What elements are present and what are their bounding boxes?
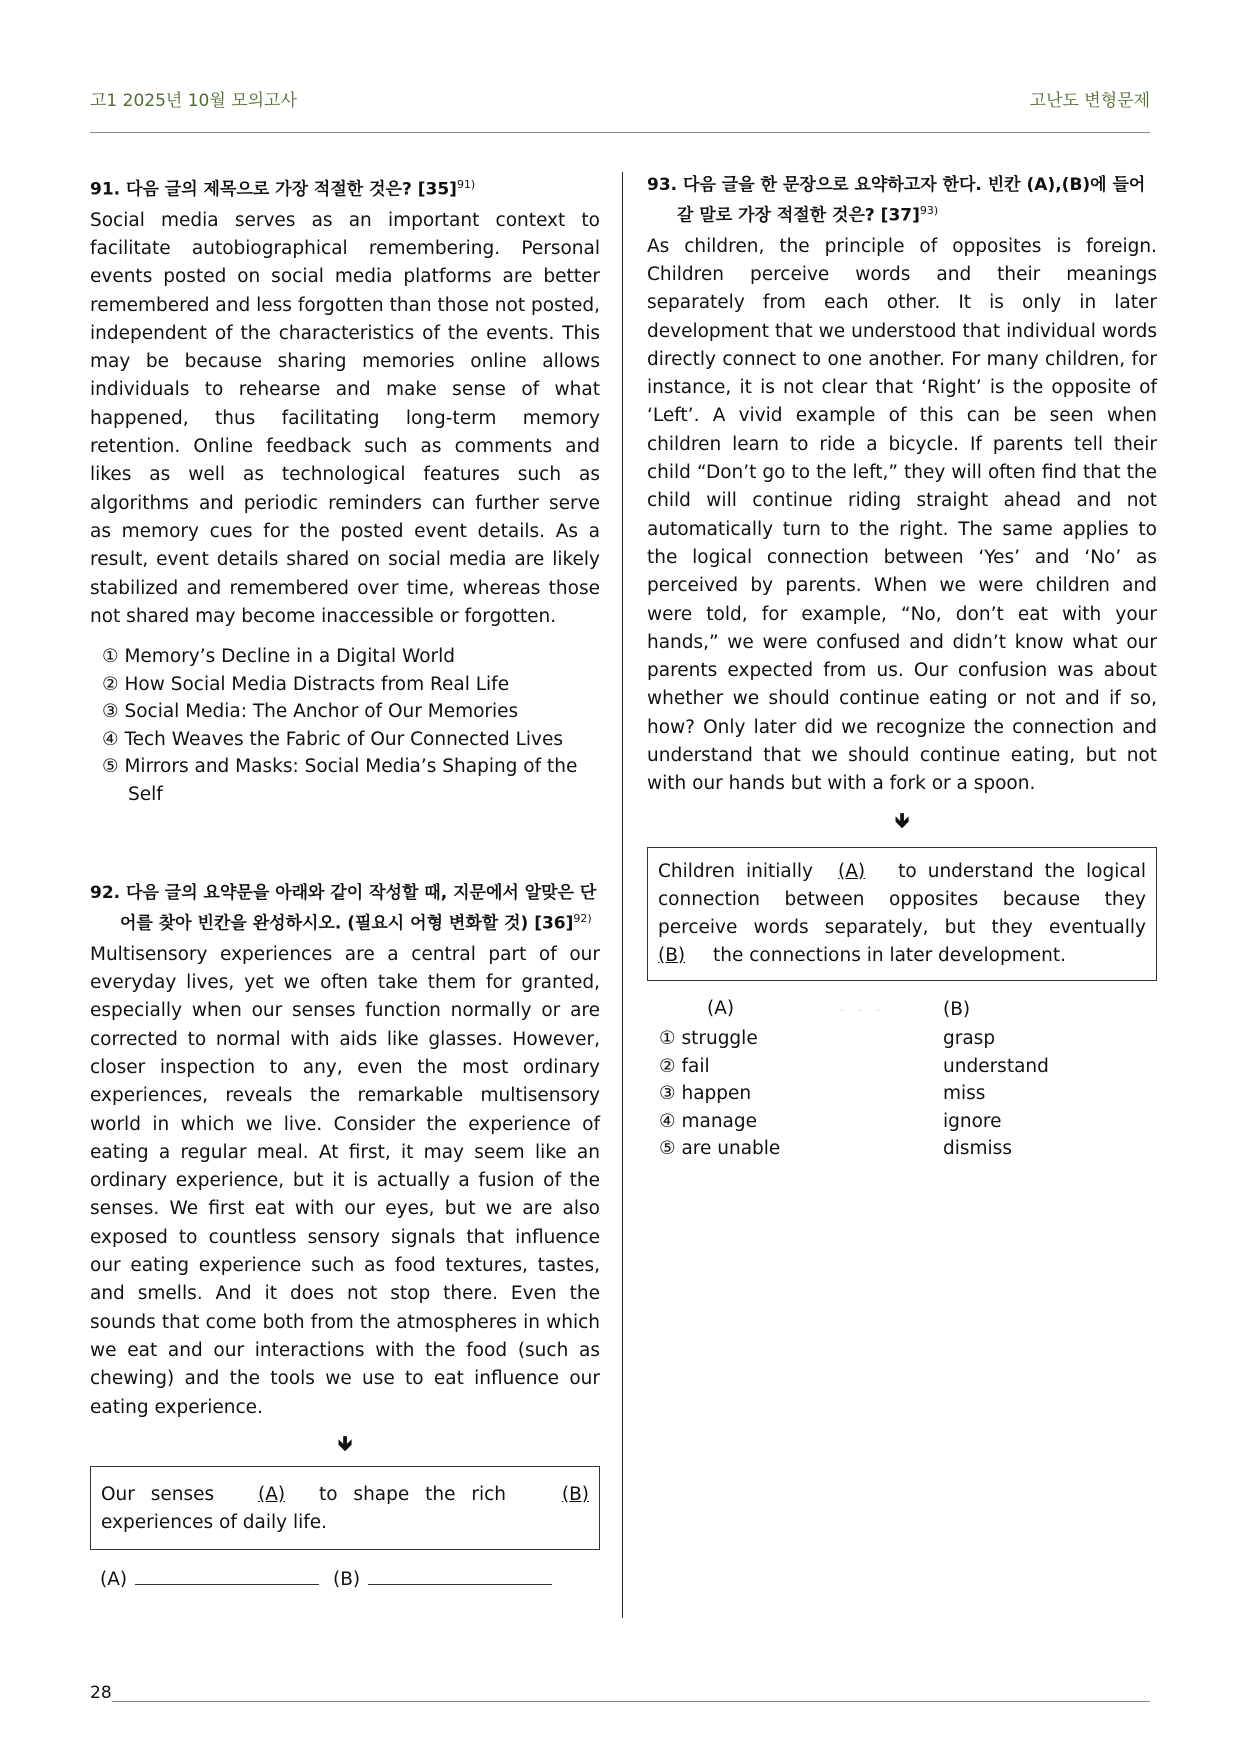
- summary-text: experiences of daily life.: [101, 1511, 328, 1533]
- option-2[interactable]: ② How Social Media Distracts from Real Life: [102, 673, 510, 695]
- option-5[interactable]: ⑤ Mirrors and Masks: Social Media’s Shaping of the Self: [102, 756, 578, 805]
- footnote-ref: 93): [919, 204, 939, 217]
- choice-a: ④ manage: [659, 1110, 758, 1132]
- summary-text: to understand the logical connection between opposites because they perceive words separately, but they eventually: [658, 860, 1147, 938]
- choice-b: understand: [943, 1055, 1049, 1077]
- page-number: 28: [90, 1683, 112, 1703]
- choice-a: ③ happen: [659, 1083, 752, 1105]
- choice-a: ② fail: [659, 1055, 710, 1077]
- footer-divider: [112, 1701, 1150, 1702]
- answer-a-label: (A): [100, 1568, 128, 1590]
- blank-a: (A): [258, 1483, 286, 1505]
- choice-row-5[interactable]: [659, 1135, 1049, 1163]
- choice-row-1[interactable]: [659, 1025, 1049, 1053]
- choice-a: ① struggle: [659, 1028, 758, 1050]
- option-1[interactable]: ① Memory’s Decline in a Digital World: [102, 646, 456, 668]
- down-arrow-icon: 🡻: [337, 1430, 353, 1455]
- summary-text: the connections in later development.: [707, 944, 1066, 966]
- column-b-header: (B): [943, 999, 971, 1021]
- header-divider: [90, 132, 1150, 133]
- question-91-passage: Social media serves as an important context to facilitate autobiographical remembering. Personal events posted on social media platforms are better remembered and less forgotten than those not posted, independent of the characteristics of the events. This may be because sharing memories online allows individuals to rehearse and make sense of what happened, thus facilitating long-term memory retention. Online feedback such as comments and likes as well as technological features such as algorithms and periodic reminders can further serve as memory cues for the posted event details. As a result, event details shared on social media are likely stabilized and remembered over time, whereas those not shared may become inaccessible or forgotten.: [90, 209, 600, 627]
- option-4[interactable]: ④ Tech Weaves the Fabric of Our Connected Lives: [102, 728, 564, 750]
- choice-row-4[interactable]: [659, 1108, 1049, 1136]
- choice-b: grasp: [943, 1028, 996, 1050]
- question-91: [90, 172, 600, 808]
- answer-choices: [659, 995, 1049, 1163]
- question-93: [647, 172, 1157, 1163]
- answer-a-field[interactable]: [135, 1566, 319, 1585]
- summary-text: Our senses: [101, 1483, 231, 1505]
- question-92-passage: Multisensory experiences are a central part of our everyday lives, yet we often take them for granted, especially when our senses function normally or are corrected to normal with aids like glasses. However, closer inspection to any, even the most ordinary experiences, reveals the remarkable multisensory world in which we live. Consider the experience of eating a regular meal. At first, it may seem like an ordinary experience, but it is actually a fusion of the senses. We first eat with our eyes, but we are also exposed to countless sensory signals that influence our eating experience such as food textures, tastes, and smells. And it does not stop there. Even the sounds that come both from the atmospheres in which we eat and our interactions with the food (such as chewing) and the tools we use to eat influence our eating experience.: [90, 943, 600, 1418]
- summary-box: [90, 1466, 600, 1550]
- question-91-options: [102, 643, 600, 808]
- column-a-header: (A) · · ·: [707, 997, 886, 1019]
- option-3[interactable]: ③ Social Media: The Anchor of Our Memories: [102, 701, 519, 723]
- question-92-title: 92. 다음 글의 요약문을 아래와 같이 작성할 때, 지문에서 알맞은 단어를 찾아 빈칸을 완성하시오. (필요시 어형 변화할 것) $[36]^{92)}$: [90, 883, 597, 934]
- exam-title: 고1 2025년 10월 모의고사: [90, 91, 297, 111]
- summary-text: Children initially: [658, 860, 824, 882]
- choice-b: miss: [943, 1083, 986, 1105]
- left-column: [90, 172, 600, 1590]
- blank-b: (B): [658, 944, 686, 966]
- answer-b-label: (B): [332, 1568, 361, 1590]
- summary-box: [647, 847, 1157, 981]
- choice-row-3[interactable]: [659, 1080, 1049, 1108]
- question-93-passage: As children, the principle of opposites is foreign. Children perceive words and their meanings separately from each other. It is only in later development that we understood that individual words directly connect to one another. For many children, for instance, it is not clear that ‘Right’ is the opposite of ‘Left’. A vivid example of this can be seen when children learn to ride a bicycle. If parents tell their child “Don’t go to the left,” they will often find that the child will continue riding straight ahead and not automatically turn to the right. The same applies to the logical connection between ‘Yes’ and ‘No’ as perceived by parents. When we were children and were told, for example, “No, don’t eat with your hands,” we were confused and didn’t know what our parents expected from us. Our confusion was about whether we should continue eating or not and if so, how? Only later did we recognize the connection and understand that we should continue eating, but not with our hands but with a fork or a spoon.: [647, 235, 1157, 795]
- question-93-title: 93. 다음 글을 한 문장으로 요약하고자 한다. 빈칸 (A),(B)에 들어갈 말로 가장 적절한 것은? $[37]^{93)}$: [647, 175, 1146, 226]
- right-column: [647, 172, 1157, 1163]
- choice-b: dismiss: [943, 1138, 1012, 1160]
- choice-b: ignore: [943, 1110, 1002, 1132]
- choice-row-2[interactable]: [659, 1053, 1049, 1081]
- column-divider: [622, 172, 623, 1618]
- down-arrow-icon: 🡻: [894, 807, 910, 832]
- summary-text: to shape the rich: [303, 1483, 522, 1505]
- question-92: [90, 880, 600, 1590]
- section-title: 고난도 변형문제: [1029, 91, 1150, 111]
- footnote-ref: 92): [573, 912, 592, 926]
- choices-header: [659, 995, 1049, 1026]
- blank-a: (A): [838, 860, 866, 882]
- choice-a: ⑤ are unable: [659, 1138, 781, 1160]
- question-91-title: 91. 다음 글의 제목으로 가장 적절한 것은? $[35]^{91)}$: [90, 178, 476, 200]
- answer-lines: [100, 1566, 600, 1590]
- blank-b: (B): [561, 1483, 589, 1505]
- footnote-ref: 91): [456, 178, 476, 191]
- answer-b-field[interactable]: [368, 1566, 552, 1585]
